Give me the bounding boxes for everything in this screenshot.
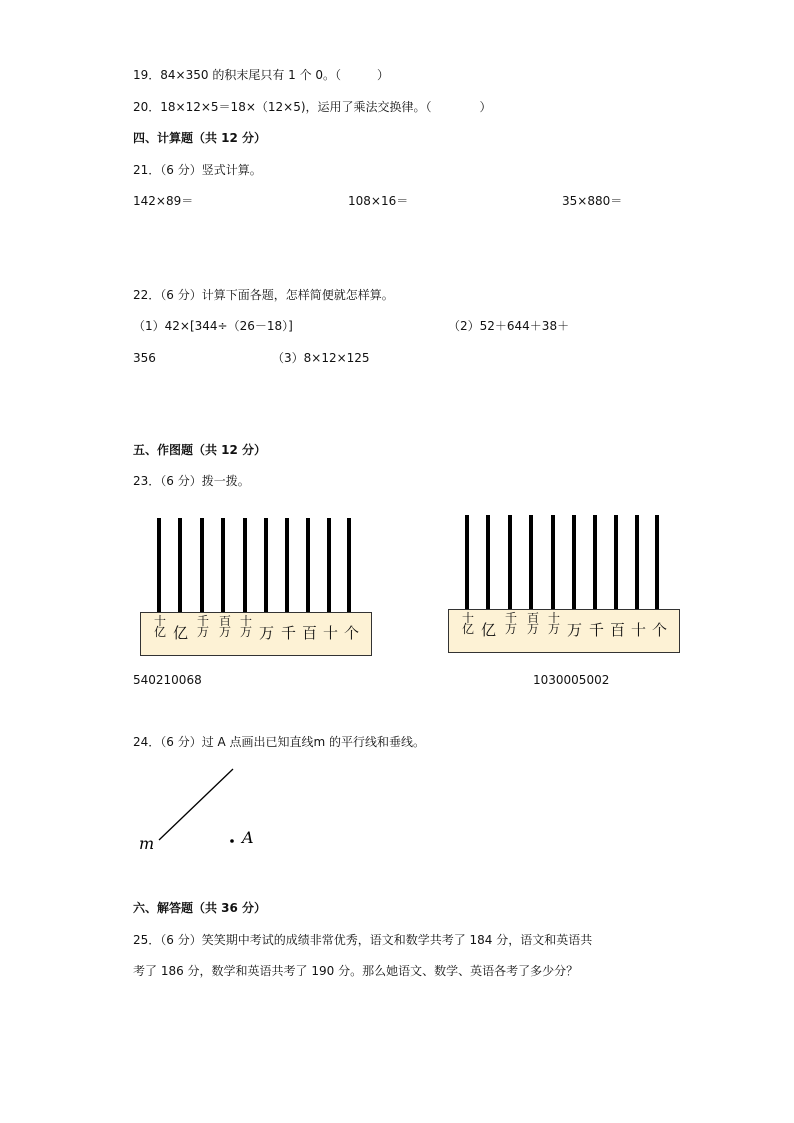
abacus-rod[interactable] <box>200 518 204 612</box>
place-label: 十 万 <box>239 614 252 639</box>
abacus-left <box>140 518 372 656</box>
abacus-right <box>448 515 680 653</box>
abacus-rod[interactable] <box>572 515 576 609</box>
abacus-rod[interactable] <box>157 518 161 612</box>
question-22: 22．（6 分）计算下面各题，怎样简便就怎样算。 <box>133 288 394 302</box>
point-a[interactable] <box>230 839 234 843</box>
abacus-rod[interactable] <box>221 518 225 612</box>
line-m-diagram <box>130 762 270 857</box>
question-24: 24．（6 分）过 A 点画出已知直线m 的平行线和垂线。 <box>133 735 426 749</box>
abacus-number-right: 1030005002 <box>533 673 610 687</box>
abacus-rod[interactable] <box>593 515 597 609</box>
place-label: 十 亿 <box>461 611 474 636</box>
section-heading-calculation: 四、计算题（共 12 分） <box>133 131 267 145</box>
abacus-rod[interactable] <box>306 518 310 612</box>
place-label: 千 万 <box>504 611 517 636</box>
place-label: 万 <box>259 624 275 642</box>
place-label: 亿 <box>173 624 189 642</box>
place-label: 百 万 <box>218 614 231 639</box>
question-22-part-1: （1）42×[344÷（26－18）] <box>133 319 293 333</box>
abacus-number-left: 540210068 <box>133 673 202 687</box>
place-label: 个 <box>344 624 360 642</box>
calc-item-2: 108×16＝ <box>348 194 409 208</box>
place-label: 百 <box>302 624 318 642</box>
abacus-rod[interactable] <box>178 518 182 612</box>
place-label: 万 <box>567 621 583 639</box>
place-label: 千 万 <box>196 614 209 639</box>
place-value-box <box>448 609 680 653</box>
question-21: 21．（6 分）竖式计算。 <box>133 163 262 177</box>
section-heading-word-problems: 六、解答题（共 36 分） <box>133 901 267 915</box>
abacus-rod[interactable] <box>243 518 247 612</box>
place-label: 百 万 <box>526 611 539 636</box>
question-22-part-2-continued: 356 <box>133 351 156 365</box>
question-25-line-1: 25．（6 分）笑笑期中考试的成绩非常优秀，语文和数学共考了 184 分，语文和英语共 <box>133 933 593 947</box>
abacus-rod[interactable] <box>347 518 351 612</box>
place-label: 千 <box>589 621 605 639</box>
question-20: 20．18×12×5＝18×（12×5)，运用了乘法交换律。（ ） <box>133 100 492 114</box>
abacus-rod[interactable] <box>614 515 618 609</box>
question-22-part-2: （2）52＋644＋38＋ <box>448 319 570 333</box>
abacus-rod[interactable] <box>465 515 469 609</box>
abacus-rod[interactable] <box>655 515 659 609</box>
calc-item-3: 35×880＝ <box>562 194 623 208</box>
place-label: 千 <box>281 624 297 642</box>
place-label: 个 <box>652 621 668 639</box>
abacus-rod[interactable] <box>486 515 490 609</box>
question-19: 19．84×350 的积末尾只有 1 个 0。（ ） <box>133 68 390 82</box>
place-value-box <box>140 612 372 656</box>
point-a-label: A <box>242 828 254 847</box>
place-label: 十 万 <box>547 611 560 636</box>
question-25-line-2: 考了 186 分，数学和英语共考了 190 分。那么她语文、数学、英语各考了多少分？ <box>133 964 579 978</box>
line-m <box>159 769 233 840</box>
line-m-label: m <box>139 834 155 853</box>
abacus-rod[interactable] <box>285 518 289 612</box>
question-23: 23．（6 分）拨一拨。 <box>133 474 250 488</box>
abacus-rod[interactable] <box>551 515 555 609</box>
abacus-rod[interactable] <box>264 518 268 612</box>
place-label: 亿 <box>481 621 497 639</box>
place-label: 十 亿 <box>153 614 166 639</box>
abacus-rod[interactable] <box>327 518 331 612</box>
place-label: 十 <box>323 624 339 642</box>
place-label: 百 <box>610 621 626 639</box>
question-22-part-3: （3）8×12×125 <box>272 351 370 365</box>
abacus-rod[interactable] <box>635 515 639 609</box>
place-label: 十 <box>631 621 647 639</box>
abacus-rod[interactable] <box>529 515 533 609</box>
calc-item-1: 142×89＝ <box>133 194 194 208</box>
abacus-rod[interactable] <box>508 515 512 609</box>
section-heading-drawing: 五、作图题（共 12 分） <box>133 443 267 457</box>
